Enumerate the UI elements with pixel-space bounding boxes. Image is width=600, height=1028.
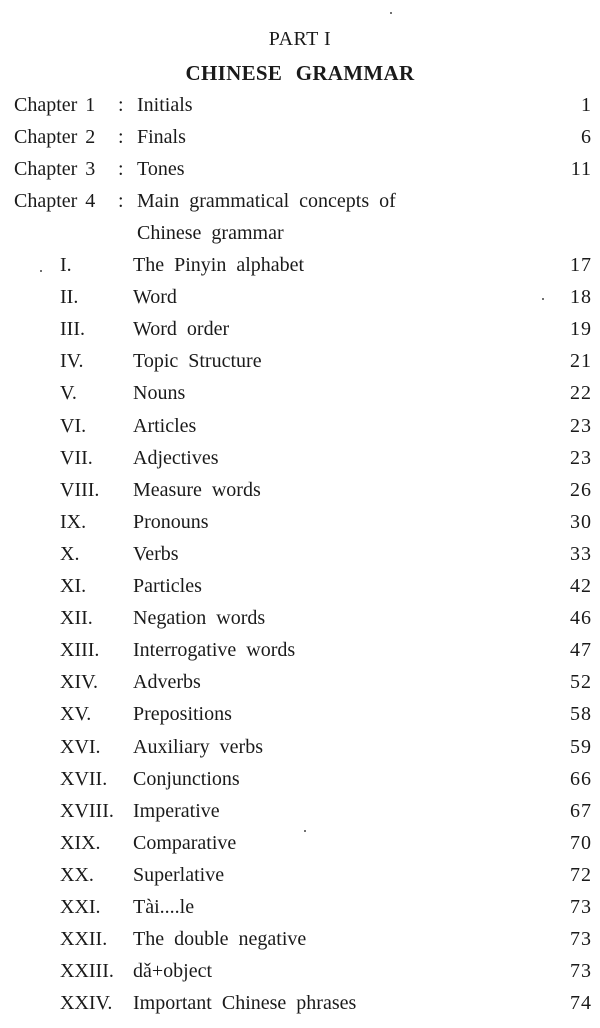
section-title: Tài....le (133, 896, 195, 918)
section-row (0, 540, 600, 568)
section-title: Comparative (133, 831, 237, 854)
section-title: Conjunctions (133, 767, 240, 790)
page-number: 6 (581, 126, 592, 148)
section-title: Prepositions (133, 703, 232, 726)
page-number: 33 (570, 542, 592, 565)
section-row (0, 572, 600, 600)
page-number: 66 (570, 767, 592, 790)
chapter-row (0, 123, 600, 151)
section-title: Particles (133, 575, 202, 597)
colon: : (118, 158, 124, 180)
speck-low (304, 830, 306, 832)
page-number: 72 (570, 863, 592, 886)
section-row (0, 476, 600, 504)
section-row (0, 283, 600, 311)
section-title: Measure words (133, 478, 261, 501)
section-number: IX. (60, 510, 87, 533)
section-number: III. (60, 318, 85, 341)
page-number: 22 (570, 382, 592, 405)
section-number: XVI. (60, 735, 101, 758)
chapter-row (0, 155, 600, 183)
chapter-title: Finals (137, 126, 186, 148)
section-number: XIII. (60, 639, 100, 662)
section-row (0, 251, 600, 279)
page-number: 73 (570, 928, 592, 951)
chapter-label: Chapter 2 (14, 126, 96, 148)
page-number: 73 (570, 896, 592, 918)
part-title: CHINESE GRAMMAR (185, 61, 415, 85)
chapter-label: Chapter 1 (14, 94, 96, 116)
section-number: VI. (60, 414, 87, 437)
chapter-label: Chapter 4 (14, 190, 96, 212)
section-title: Superlative (133, 863, 225, 886)
section-title: Nouns (133, 382, 186, 405)
page-number: 21 (570, 350, 592, 373)
section-title: dǎ+object (133, 960, 213, 983)
page-number: 73 (570, 960, 592, 983)
section-number: XII. (60, 607, 93, 630)
section-row (0, 315, 600, 343)
page-number: 59 (570, 735, 592, 758)
section-title: Important Chinese phrases (133, 992, 357, 1015)
speck-top (390, 12, 392, 14)
page-number: 67 (570, 799, 592, 822)
section-number: XIV. (60, 671, 98, 694)
section-row (0, 347, 600, 375)
page-number: 74 (570, 992, 592, 1015)
section-row (0, 989, 600, 1017)
section-number: XVII. (60, 767, 108, 790)
section-row (0, 829, 600, 857)
section-row (0, 733, 600, 761)
section-number: X. (60, 542, 80, 565)
section-number: XX. (60, 863, 94, 886)
page-number: 19 (570, 318, 592, 341)
speck-mid (542, 298, 544, 300)
section-title: Word order (133, 318, 230, 341)
section-title: Interrogative words (133, 639, 296, 662)
page-number: 23 (570, 414, 592, 437)
chapter-title: Tones (137, 158, 185, 180)
chapter-title-continuation-row (0, 219, 600, 247)
page-number: 46 (570, 607, 592, 630)
section-number: XXIII. (60, 960, 114, 983)
colon: : (118, 190, 124, 212)
section-row (0, 636, 600, 664)
section-row (0, 797, 600, 825)
section-row (0, 379, 600, 407)
section-row (0, 861, 600, 889)
colon: : (118, 94, 124, 116)
section-number: XXIV. (60, 992, 113, 1015)
section-number: XI. (60, 575, 87, 597)
section-row (0, 508, 600, 536)
section-title: Adjectives (133, 446, 219, 469)
section-number: XIX. (60, 831, 101, 854)
page-number: 26 (570, 478, 592, 501)
section-number: VII. (60, 446, 93, 469)
section-row (0, 604, 600, 632)
section-number: V. (60, 382, 77, 405)
section-row (0, 765, 600, 793)
section-title: The Pinyin alphabet (133, 254, 305, 276)
section-number: VIII. (60, 478, 100, 501)
section-number: XXI. (60, 896, 101, 918)
section-number: II. (60, 286, 79, 309)
section-number: IV. (60, 350, 84, 373)
page-number: 11 (570, 158, 592, 180)
section-title: Verbs (133, 542, 179, 565)
section-row (0, 893, 600, 921)
section-row (0, 700, 600, 728)
section-row (0, 444, 600, 472)
chapter-title: Main grammatical concepts of (137, 190, 396, 212)
section-title: Pronouns (133, 510, 209, 533)
section-title: The double negative (133, 928, 307, 951)
chapter-row (0, 187, 600, 215)
section-row (0, 957, 600, 985)
page-number: 1 (581, 94, 592, 116)
section-row (0, 668, 600, 696)
chapter-row (0, 91, 600, 119)
section-number: XVIII. (60, 799, 114, 822)
page-number: 30 (570, 510, 592, 533)
page-number: 42 (570, 575, 592, 597)
section-number: XXII. (60, 928, 108, 951)
section-title: Negation words (133, 607, 266, 630)
colon: : (118, 126, 124, 148)
section-row (0, 412, 600, 440)
section-number: I. (60, 254, 72, 276)
page-number: 52 (570, 671, 592, 694)
section-title: Imperative (133, 799, 220, 822)
chapter-title: Initials (137, 94, 193, 116)
section-title: Adverbs (133, 671, 201, 694)
section-title: Articles (133, 414, 197, 437)
chapter-label: Chapter 3 (14, 158, 96, 180)
part-heading: PART I (268, 28, 332, 50)
page-number: 58 (570, 703, 592, 726)
section-title: Auxiliary verbs (133, 735, 263, 758)
section-title: Topic Structure (133, 350, 262, 373)
page-number: 23 (570, 446, 592, 469)
page-number: 18 (570, 286, 592, 309)
page-number: 17 (570, 254, 592, 276)
page-number: 70 (570, 831, 592, 854)
section-title: Word (133, 286, 177, 309)
section-row (0, 925, 600, 953)
speck-margin (40, 270, 42, 272)
chapter-title-continuation: Chinese grammar (137, 222, 284, 244)
section-number: XV. (60, 703, 92, 726)
page-number: 47 (570, 639, 592, 662)
